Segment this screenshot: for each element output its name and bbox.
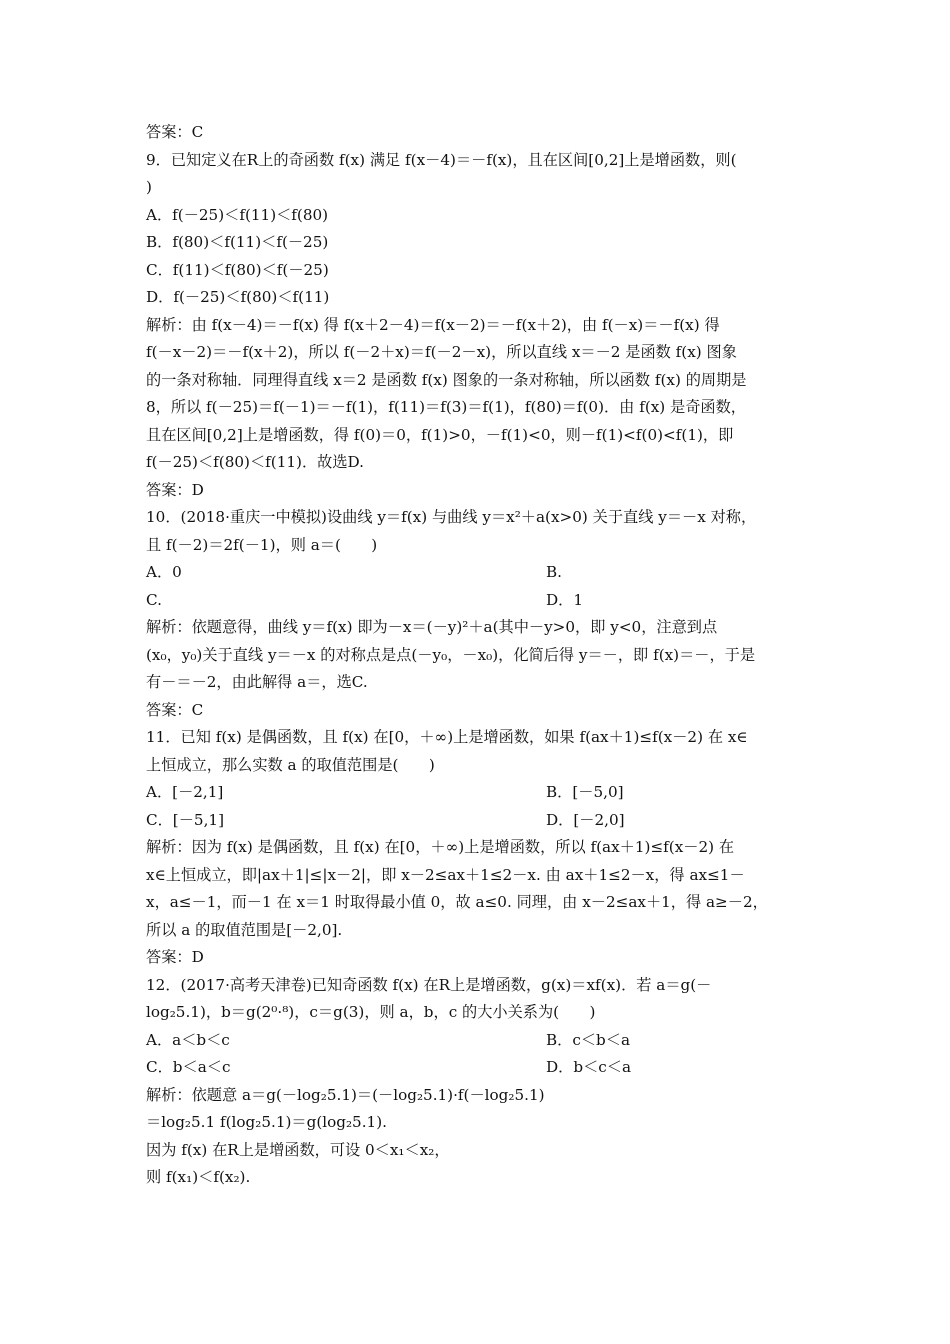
q11-option-c: C．[－5,1] [146,811,224,829]
q9-option-b: B．f(80)＜f(11)＜f(－25) [146,233,329,251]
q9-solution-line: 8，所以 f(－25)＝f(－1)＝－f(1)，f(11)＝f(3)＝f(1)，f(80)＝f(0)．由 f(x) 是奇函数， [146,398,746,416]
q9-solution-line: f(－x－2)＝－f(x＋2)，所以 f(－2＋x)＝f(－2－x)，所以直线 x＝－2 是函数 f(x) 图象 [146,343,737,361]
q12-option-b: B．c＜b＜a [546,1031,631,1049]
q12-solution-line: ＝log₂5.1 f(log₂5.1)＝g(log₂5.1). [146,1113,387,1131]
q12-solution-line: 因为 f(x) 在R上是增函数，可设 0＜x₁＜x₂， [146,1141,450,1159]
q11-solution-line: 所以 a 的取值范围是[－2,0]. [146,921,343,939]
q12-option-d: D．b＜c＜a [546,1058,632,1076]
q12-solution-line: 解析：依题意 a＝g(－log₂5.1)＝(－log₂5.1)·f(－log₂5.1) [146,1086,545,1104]
question-12-stem-cont: log₂5.1)，b＝g(2⁰·⁸)，c＝g(3)，则 a，b，c 的大小关系为( ) [146,1003,596,1021]
answer-line: 答案：D [146,481,204,499]
answer-line: 答案：D [146,948,204,966]
q12-solution-line: 则 f(x₁)＜f(x₂). [146,1168,251,1186]
q9-solution-line: 的一条对称轴．同理得直线 x＝2 是函数 f(x) 图象的一条对称轴，所以函数 f(x) 的周期是 [146,371,747,389]
q10-solution-line: 解析：依题意得，曲线 y＝f(x) 即为－x＝(－y)²＋a(其中－y>0，即 y<0，注意到点 [146,618,718,636]
q9-option-d: D．f(－25)＜f(80)＜f(11) [146,288,330,306]
question-9-stem-cont: ) [146,178,152,196]
q12-option-a: A．a＜b＜c [146,1031,230,1049]
q11-solution-line: x∈上恒成立，即|ax＋1|≤|x－2|，即 x－2≤ax＋1≤2－x. 由 ax＋1≤2－x，得 ax≤1－ [146,866,745,884]
question-11-stem: 11．已知 f(x) 是偶函数，且 f(x) 在[0，＋∞)上是增函数，如果 f(ax＋1)≤f(x－2) 在 x∈ [146,728,748,746]
q10-option-a: A．0 [146,563,182,581]
question-10-stem: 10．(2018·重庆一中模拟)设曲线 y＝f(x) 与曲线 y＝x²＋a(x>0) 关于直线 y＝－x 对称， [146,508,757,526]
question-9-stem: 9．已知定义在R上的奇函数 f(x) 满足 f(x－4)＝－f(x)，且在区间[0,2]上是增函数，则( [146,151,737,169]
q9-option-c: C．f(11)＜f(80)＜f(－25) [146,261,329,279]
q9-solution-line: 解析：由 f(x－4)＝－f(x) 得 f(x＋2－4)＝f(x－2)＝－f(x＋2)，由 f(－x)＝－f(x) 得 [146,316,720,334]
q11-option-d: D．[－2,0] [546,811,625,829]
q10-option-b: B. [546,563,562,581]
q9-option-a: A．f(－25)＜f(11)＜f(80) [146,206,329,224]
q11-option-a: A．[－2,1] [146,783,224,801]
q9-solution-line: f(－25)＜f(80)＜f(11)．故选D. [146,453,364,471]
question-10-stem-cont: 且 f(－2)＝2f(－1)，则 a＝( ) [146,536,378,554]
q11-option-b: B．[－5,0] [546,783,624,801]
q10-solution-line: (x₀，y₀)关于直线 y＝－x 的对称点是点(－y₀，－x₀)，化简后得 y＝－，即 f(x)＝－，于是 [146,646,756,664]
q10-option-d: D．1 [546,591,584,609]
q12-option-c: C．b＜a＜c [146,1058,231,1076]
q9-solution-line: 且在区间[0,2]上是增函数，得 f(0)＝0，f(1)>0，－f(1)<0，则－f(1)<f(0)<f(1)，即 [146,426,734,444]
q10-solution-line: 有－＝－2，由此解得 a＝，选C. [146,673,368,691]
question-12-stem: 12．(2017·高考天津卷)已知奇函数 f(x) 在R上是增函数，g(x)＝xf(x)．若 a＝g(－ [146,976,712,994]
q11-solution-line: x，a≤－1，而－1 在 x＝1 时取得最小值 0，故 a≤0. 同理，由 x－2≤ax＋1，得 a≥－2， [146,893,768,911]
question-11-stem-cont: 上恒成立，那么实数 a 的取值范围是( ) [146,756,435,774]
q11-solution-line: 解析：因为 f(x) 是偶函数，且 f(x) 在[0，＋∞)上是增函数，所以 f(ax＋1)≤f(x－2) 在 [146,838,735,856]
q10-option-c: C. [146,591,162,609]
answer-line: 答案：C [146,701,204,719]
answer-line: 答案：C [146,123,204,141]
